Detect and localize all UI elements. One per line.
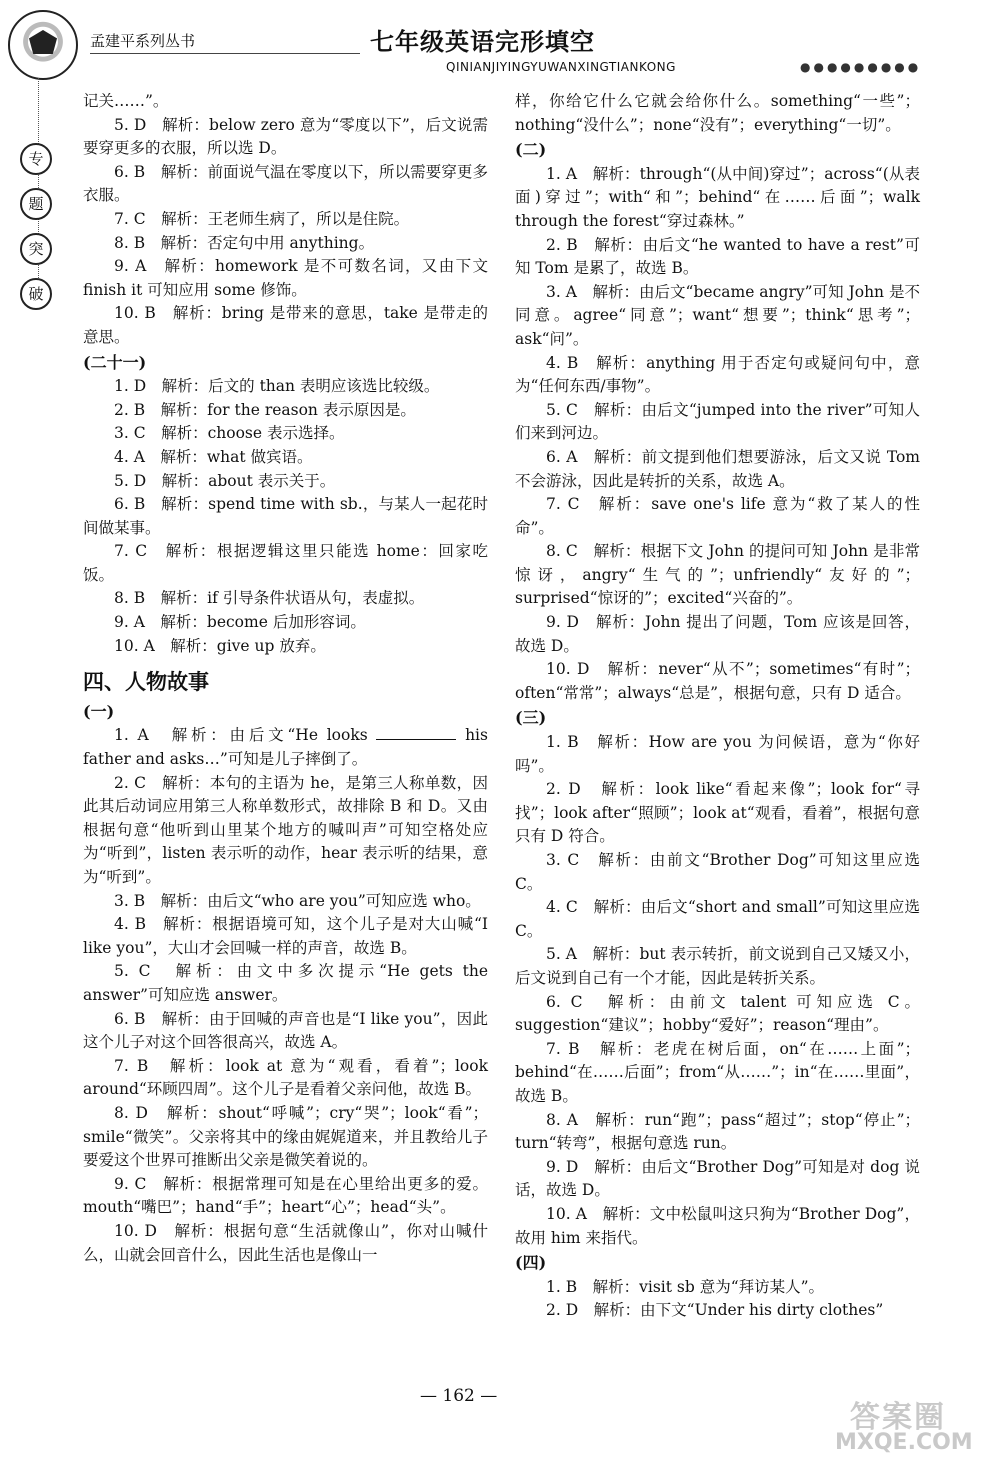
answer-item: 10. D 解析：根据句意“生活就像山”，你对山喊什么，山就会回音什么，因此生活也是像山一 — [83, 1221, 488, 1264]
answer-item: 1. B 解析：How are you 为问候语，意为“你好吗”。 — [515, 733, 920, 775]
header-rule — [90, 53, 360, 54]
answer-item: 1. B 解析：visit sb 意为“拜访某人”。 — [546, 1277, 825, 1296]
answer-item: 记关……”。 — [83, 92, 169, 110]
watermark-logo: 答案圈 MXQE.COM — [835, 1400, 973, 1455]
answer-item: 2. B 解析：for the reason 表示原因是。 — [114, 400, 416, 419]
answer-item: 7. C 解析：save one's life 意为“救了某人的性命”。 — [515, 495, 920, 537]
answer-item: 10. D 解析：never“从不”；sometimes“有时”；often“常常”；always“总是”，根据句意，只有 D 适合。 — [515, 660, 920, 702]
answer-item: 7. B 解析：老虎在树后面，on“在……上面”；behind“在……后面”；from“从……”；in“在……里面”，故选 B。 — [515, 1039, 920, 1105]
page-header — [0, 0, 1000, 90]
answer-item: 1. D 解析：后文的 than 表明应该选比较级。 — [114, 377, 440, 396]
answer-item: 6. B 解析：spend time with sb.，与某人一起花时间做某事。 — [83, 495, 488, 537]
answer-item: 5. D 解析：below zero 意为“零度以下”，后文说需要穿更多的衣服，所以选 D。 — [83, 115, 488, 158]
right-column — [515, 90, 920, 1323]
section-heading: (二) — [515, 140, 547, 160]
answer-item: 5. C 解析：由后文“jumped into the river”可知人们来到河边。 — [515, 400, 920, 443]
answer-item: 5. A 解析：but 表示转折，前文说到自己又矮又小，后文说到自己有一个才能，因此是转折关系。 — [515, 945, 920, 987]
answer-item: 3. C 解析：choose 表示选择。 — [114, 424, 345, 443]
book-title-pinyin: QINIANJIYINGYUWANXINGTIANKONG — [446, 60, 676, 74]
answer-item: 9. D 解析：由后文“Brother Dog”可知是对 dog 说话，故选 D。 — [515, 1157, 920, 1200]
section-heading: (二十一) — [83, 352, 147, 372]
answer-item: 7. C 解析：根据逻辑这里只能选 home：回家吃饭。 — [83, 542, 488, 584]
answer-item: 10. A 解析：give up 放弃。 — [114, 636, 326, 655]
answer-item: 9. D 解析：John 提出了问题，Tom 应该是回答，故选 D。 — [515, 613, 920, 655]
answer-item: 3. B 解析：由后文“who are you”可知应选 who。 — [114, 891, 481, 910]
answer-item: 4. C 解析：由后文“short and small”可知这里应选 C。 — [515, 898, 920, 940]
side-badge: 突 — [20, 233, 52, 265]
answer-item: 3. A 解析：由后文“became angry”可知 John 是不同意。agree“同意”；want“想要”；think“思考”；ask“问”。 — [515, 282, 920, 348]
answer-item: 9. A 解析：homework 是不可数名词，又由下文 finish it 可知应用 some 修饰。 — [83, 257, 488, 299]
section-heading: (四) — [515, 1253, 547, 1273]
answer-item: 样，你给它什么它就会给你什么。something“一些”；nothing“没什么”；none“没有”；everything“一切”。 — [515, 92, 920, 134]
answer-item: 6. B 解析：由于回喊的声音也是“I like you”，因此这个儿子对这个回答很高兴，故选 A。 — [83, 1009, 488, 1052]
series-logo-icon — [8, 10, 78, 80]
answer-item: 9. C 解析：根据常理可知是在心里给出更多的爱。mouth“嘴巴”；hand“手”；heart“心”；head“头”。 — [83, 1174, 488, 1217]
section-heading: (一) — [83, 701, 115, 721]
answer-item: 8. B 解析：if 引导条件状语从句，表虚拟。 — [114, 589, 425, 608]
answer-item: 8. D 解析：shout“呼喊”；cry“哭”；look“看”；smile“微笑”。父亲将其中的缘由娓娓道来，并且教给儿子要爱这个世界可推断出父亲是微笑着说的。 — [83, 1103, 488, 1170]
answer-item: 6. C 解析：由前文 talent 可知应选 C。suggestion“建议”；hobby“爱好”；reason“理由”。 — [515, 992, 920, 1035]
answer-item: 8. B 解析：否定句中用 anything。 — [114, 233, 375, 252]
answer-item: 5. D 解析：about 表示关于。 — [114, 471, 336, 490]
answer-text: 1. A 解析：由后文“He looks — [114, 726, 368, 745]
answer-item: 10. B 解析：bring 是带来的意思，take 是带走的意思。 — [83, 304, 488, 346]
left-column — [83, 90, 488, 1267]
side-badge: 专 — [20, 143, 52, 175]
side-badge: 题 — [20, 188, 52, 220]
answer-item: 2. C 解析：本句的主语为 he，是第三人称单数，因此其后动词应用第三人称单数形式，故排除 B 和 D。又由根据句意“他听到山里某个地方的喊叫声”可知空格处应为“听到”，listen 表示听的动作，hear 表示听的结果，意为“听到”。 — [83, 773, 488, 886]
side-badge: 破 — [20, 278, 52, 310]
answer-item: 2. B 解析：由后文“he wanted to have a rest”可知 Tom 是累了，故选 B。 — [515, 235, 920, 278]
book-title: 七年级英语完形填空 — [370, 27, 595, 56]
decorative-dots: ●●●●●●●●● — [800, 60, 922, 74]
answer-item: 10. A 解析：文中松鼠叫这只狗为“Brother Dog”，故用 him 来指代。 — [515, 1204, 920, 1247]
blank-line — [376, 739, 456, 740]
answer-text: his father and asks…”可知是儿子摔倒了。 — [83, 726, 488, 769]
answer-item: 2. D 解析：look like“看起来像”；look for“寻找”；look after“照顾”；look at“观看，看着”，根据句意只有 D 符合。 — [515, 780, 920, 846]
answer-item: 6. B 解析：前面说气温在零度以下，所以需要穿更多衣服。 — [83, 162, 488, 205]
answer-item: 8. C 解析：根据下文 John 的提问可知 John 是非常惊讶，angry“生气的”；unfriendly“友好的”；surprised“惊讶的”；excited“兴奋的”。 — [515, 542, 920, 608]
answer-item: 5. C 解析：由文中多次提示“He gets the answer”可知应选 answer。 — [83, 962, 488, 1004]
answer-item: 9. A 解析：become 后加形容词。 — [114, 613, 366, 632]
page-number: — 162 — — [420, 1386, 498, 1406]
answer-item: 4. B 解析：anything 用于否定句或疑问句中，意为“任何东西/事物”。 — [515, 353, 920, 396]
answer-item: 7. B 解析：look at 意为“观看，看着”；look around“环顾四周”。这个儿子是看着父亲问他，故选 B。 — [83, 1056, 488, 1099]
answer-item: 6. A 解析：前文提到他们想要游泳，后文又说 Tom 不会游泳，因此是转折的关系，故选 A。 — [515, 447, 920, 490]
answer-item — [83, 724, 488, 771]
answer-item: 3. C 解析：由前文“Brother Dog”可知这里应选 C。 — [515, 851, 920, 893]
answer-item: 2. D 解析：由下文“Under his dirty clothes” — [546, 1301, 884, 1320]
answer-item: 4. A 解析：what 做宾语。 — [114, 447, 313, 466]
series-name: 孟建平系列丛书 — [90, 32, 196, 50]
answer-item: 4. B 解析：根据语境可知，这个儿子是对大山喊“I like you”，大山才会回喊一样的声音，故选 B。 — [83, 915, 488, 957]
answer-item: 7. C 解析：王老师生病了，所以是住院。 — [114, 209, 410, 228]
answer-item: 1. A 解析：through“(从中间)穿过”；across“(从表面)穿过”；with“和”；behind“在……后面”；walk through the forest“穿过森林。” — [515, 164, 920, 230]
section-heading: (三) — [515, 708, 547, 728]
chapter-heading: 四、人物故事 — [83, 669, 209, 695]
answer-item: 8. A 解析：run“跑”；pass“超过”；stop“停止”；turn“转弯”，根据句意选 run。 — [515, 1110, 920, 1153]
